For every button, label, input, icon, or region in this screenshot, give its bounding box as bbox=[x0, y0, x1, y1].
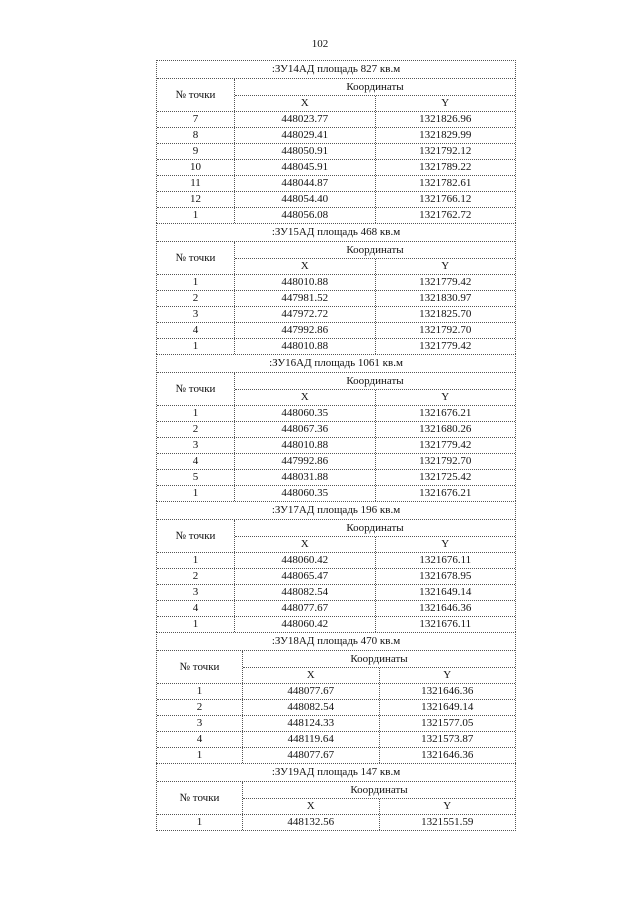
table-row bbox=[157, 748, 515, 763]
table-row bbox=[157, 732, 515, 748]
x-coordinate-cell: 448031.88 bbox=[235, 470, 376, 485]
table-row bbox=[157, 275, 515, 291]
point-number-cell: 1 bbox=[157, 553, 235, 568]
y-coordinate-cell: 1321676.11 bbox=[419, 618, 472, 630]
point-number-cell: 4 bbox=[157, 601, 235, 616]
header-coordinates-title: Координаты bbox=[243, 651, 515, 668]
point-number-cell: 9 bbox=[157, 144, 235, 159]
x-coordinate-cell: 448082.54 bbox=[235, 585, 376, 600]
table-header bbox=[157, 782, 515, 815]
x-coordinate-cell: 448044.87 bbox=[235, 176, 376, 191]
point-number-cell: 10 bbox=[157, 160, 235, 175]
header-coordinates-title: Координаты bbox=[235, 373, 515, 390]
plot-section bbox=[156, 60, 516, 223]
y-coordinate-cell: 1321676.21 bbox=[419, 407, 472, 419]
header-axis-row bbox=[235, 96, 515, 111]
y-coordinate-cell: 1321573.87 bbox=[421, 733, 474, 745]
point-number-cell: 1 bbox=[157, 815, 243, 830]
point-number-cell: 3 bbox=[157, 307, 235, 322]
header-x: X bbox=[300, 391, 309, 403]
table-header bbox=[157, 520, 515, 553]
x-coordinate-cell: 448132.56 bbox=[243, 815, 380, 830]
section-title: :ЗУ17АД площадь 196 кв.м bbox=[157, 502, 515, 520]
y-coordinate-cell: 1321779.42 bbox=[419, 340, 472, 352]
point-number-cell: 3 bbox=[157, 716, 243, 731]
table-row bbox=[157, 160, 515, 176]
table-row bbox=[157, 192, 515, 208]
plot-section bbox=[156, 354, 516, 501]
y-coordinate-cell: 1321676.21 bbox=[419, 487, 472, 499]
x-coordinate-cell: 448065.47 bbox=[235, 569, 376, 584]
point-number-cell: 2 bbox=[157, 700, 243, 715]
x-coordinate-cell: 448119.64 bbox=[243, 732, 380, 747]
point-number-cell: 2 bbox=[157, 422, 235, 437]
header-axis-row bbox=[235, 390, 515, 405]
table-row bbox=[157, 422, 515, 438]
table-row bbox=[157, 617, 515, 632]
header-y: Y bbox=[375, 537, 516, 552]
header-axis-row bbox=[235, 259, 515, 274]
table-row bbox=[157, 406, 515, 422]
y-coordinate-cell: 1321829.99 bbox=[419, 129, 472, 141]
y-coordinate-cell: 1321825.70 bbox=[419, 308, 472, 320]
table-header bbox=[157, 79, 515, 112]
point-number-cell: 1 bbox=[157, 339, 235, 354]
header-coordinates-title: Координаты bbox=[235, 520, 515, 537]
section-title: :ЗУ18АД площадь 470 кв.м bbox=[157, 633, 515, 651]
header-point-number: № точки bbox=[157, 373, 235, 405]
header-x: X bbox=[306, 669, 315, 681]
header-point-number: № точки bbox=[157, 520, 235, 552]
point-number-cell: 1 bbox=[157, 406, 235, 421]
table-row bbox=[157, 339, 515, 354]
x-coordinate-cell: 447972.72 bbox=[235, 307, 376, 322]
header-point-number: № точки bbox=[157, 242, 235, 274]
table-row bbox=[157, 815, 515, 830]
header-x: X bbox=[306, 800, 315, 812]
x-coordinate-cell: 448077.67 bbox=[243, 748, 380, 763]
header-coordinates bbox=[243, 782, 515, 814]
x-coordinate-cell: 448050.91 bbox=[235, 144, 376, 159]
table-row bbox=[157, 291, 515, 307]
y-coordinate-cell: 1321646.36 bbox=[421, 685, 474, 697]
x-coordinate-cell: 448082.54 bbox=[243, 700, 380, 715]
table-row bbox=[157, 553, 515, 569]
point-number-cell: 1 bbox=[157, 748, 243, 763]
table-row bbox=[157, 684, 515, 700]
section-title: :ЗУ19АД площадь 147 кв.м bbox=[157, 764, 515, 782]
x-coordinate-cell: 448010.88 bbox=[235, 275, 376, 290]
y-coordinate-cell: 1321779.42 bbox=[419, 276, 472, 288]
y-coordinate-cell: 1321762.72 bbox=[419, 209, 472, 221]
y-coordinate-cell: 1321646.36 bbox=[421, 749, 474, 761]
table-row bbox=[157, 176, 515, 192]
point-number-cell: 1 bbox=[157, 275, 235, 290]
point-number-cell: 12 bbox=[157, 192, 235, 207]
section-title: :ЗУ16АД площадь 1061 кв.м bbox=[157, 355, 515, 373]
y-coordinate-cell: 1321676.11 bbox=[419, 554, 472, 566]
table-row bbox=[157, 307, 515, 323]
x-coordinate-cell: 448054.40 bbox=[235, 192, 376, 207]
table-row bbox=[157, 585, 515, 601]
header-coordinates-title: Координаты bbox=[235, 79, 515, 96]
y-coordinate-cell: 1321792.70 bbox=[419, 324, 472, 336]
table-row bbox=[157, 454, 515, 470]
x-coordinate-cell: 448077.67 bbox=[243, 684, 380, 699]
header-point-number: № точки bbox=[157, 782, 243, 814]
point-number-cell: 1 bbox=[157, 617, 235, 632]
x-coordinate-cell: 447992.86 bbox=[235, 323, 376, 338]
point-number-cell: 4 bbox=[157, 454, 235, 469]
header-point-number: № точки bbox=[157, 79, 235, 111]
page-number: 102 bbox=[311, 38, 329, 50]
header-coordinates bbox=[235, 242, 515, 274]
header-y: Y bbox=[375, 96, 516, 111]
x-coordinate-cell: 448067.36 bbox=[235, 422, 376, 437]
y-coordinate-cell: 1321792.12 bbox=[419, 145, 472, 157]
table-row bbox=[157, 569, 515, 585]
header-coordinates bbox=[235, 79, 515, 111]
table-row bbox=[157, 716, 515, 732]
header-coordinates-title: Координаты bbox=[235, 242, 515, 259]
y-coordinate-cell: 1321789.22 bbox=[419, 161, 472, 173]
table-row bbox=[157, 144, 515, 160]
table-row bbox=[157, 128, 515, 144]
header-coordinates-title: Координаты bbox=[243, 782, 515, 799]
header-coordinates bbox=[243, 651, 515, 683]
table-row bbox=[157, 486, 515, 501]
x-coordinate-cell: 448060.42 bbox=[235, 617, 376, 632]
table-header bbox=[157, 242, 515, 275]
y-coordinate-cell: 1321680.26 bbox=[419, 423, 472, 435]
x-coordinate-cell: 448077.67 bbox=[235, 601, 376, 616]
x-coordinate-cell: 448060.35 bbox=[235, 406, 376, 421]
point-number-cell: 8 bbox=[157, 128, 235, 143]
table-row bbox=[157, 470, 515, 486]
header-point-number: № точки bbox=[157, 651, 243, 683]
y-coordinate-cell: 1321826.96 bbox=[419, 113, 472, 125]
point-number-cell: 11 bbox=[157, 176, 235, 191]
plot-section bbox=[156, 763, 516, 831]
y-coordinate-cell: 1321782.61 bbox=[419, 177, 472, 189]
header-coordinates bbox=[235, 520, 515, 552]
table-row bbox=[157, 323, 515, 339]
table-row bbox=[157, 208, 515, 223]
header-x: X bbox=[300, 538, 309, 550]
point-number-cell: 4 bbox=[157, 732, 243, 747]
y-coordinate-cell: 1321649.14 bbox=[421, 701, 474, 713]
section-title: :ЗУ15АД площадь 468 кв.м bbox=[157, 224, 515, 242]
y-coordinate-cell: 1321649.14 bbox=[419, 586, 472, 598]
header-y: Y bbox=[375, 259, 516, 274]
plot-section bbox=[156, 501, 516, 632]
y-coordinate-cell: 1321725.42 bbox=[419, 471, 472, 483]
y-coordinate-cell: 1321551.59 bbox=[421, 816, 474, 828]
header-axis-row bbox=[243, 799, 515, 814]
x-coordinate-cell: 448023.77 bbox=[235, 112, 376, 127]
header-y: Y bbox=[379, 799, 516, 814]
point-number-cell: 2 bbox=[157, 291, 235, 306]
point-number-cell: 3 bbox=[157, 585, 235, 600]
x-coordinate-cell: 447992.86 bbox=[235, 454, 376, 469]
point-number-cell: 1 bbox=[157, 684, 243, 699]
x-coordinate-cell: 448010.88 bbox=[235, 438, 376, 453]
y-coordinate-cell: 1321779.42 bbox=[419, 439, 472, 451]
point-number-cell: 1 bbox=[157, 486, 235, 501]
point-number-cell: 5 bbox=[157, 470, 235, 485]
y-coordinate-cell: 1321646.36 bbox=[419, 602, 472, 614]
table-row bbox=[157, 438, 515, 454]
point-number-cell: 1 bbox=[157, 208, 235, 223]
y-coordinate-cell: 1321792.70 bbox=[419, 455, 472, 467]
header-axis-row bbox=[235, 537, 515, 552]
plot-section bbox=[156, 223, 516, 354]
point-number-cell: 7 bbox=[157, 112, 235, 127]
y-coordinate-cell: 1321830.97 bbox=[419, 292, 472, 304]
x-coordinate-cell: 448045.91 bbox=[235, 160, 376, 175]
y-coordinate-cell: 1321577.05 bbox=[421, 717, 474, 729]
point-number-cell: 2 bbox=[157, 569, 235, 584]
x-coordinate-cell: 448029.41 bbox=[235, 128, 376, 143]
point-number-cell: 4 bbox=[157, 323, 235, 338]
table-row bbox=[157, 112, 515, 128]
header-x: X bbox=[300, 260, 309, 272]
section-title: :ЗУ14АД площадь 827 кв.м bbox=[157, 61, 515, 79]
header-y: Y bbox=[379, 668, 516, 683]
plot-section bbox=[156, 632, 516, 763]
x-coordinate-cell: 448056.08 bbox=[235, 208, 376, 223]
x-coordinate-cell: 447981.52 bbox=[235, 291, 376, 306]
x-coordinate-cell: 448060.42 bbox=[235, 553, 376, 568]
table-row bbox=[157, 601, 515, 617]
x-coordinate-cell: 448060.35 bbox=[235, 486, 376, 501]
table-header bbox=[157, 651, 515, 684]
x-coordinate-cell: 448124.33 bbox=[243, 716, 380, 731]
y-coordinate-cell: 1321766.12 bbox=[419, 193, 472, 205]
header-coordinates bbox=[235, 373, 515, 405]
table-row bbox=[157, 700, 515, 716]
header-x: X bbox=[300, 97, 309, 109]
table-header bbox=[157, 373, 515, 406]
header-y: Y bbox=[375, 390, 516, 405]
coordinates-document bbox=[156, 60, 516, 831]
header-axis-row bbox=[243, 668, 515, 683]
x-coordinate-cell: 448010.88 bbox=[235, 339, 376, 354]
y-coordinate-cell: 1321678.95 bbox=[419, 570, 472, 582]
point-number-cell: 3 bbox=[157, 438, 235, 453]
